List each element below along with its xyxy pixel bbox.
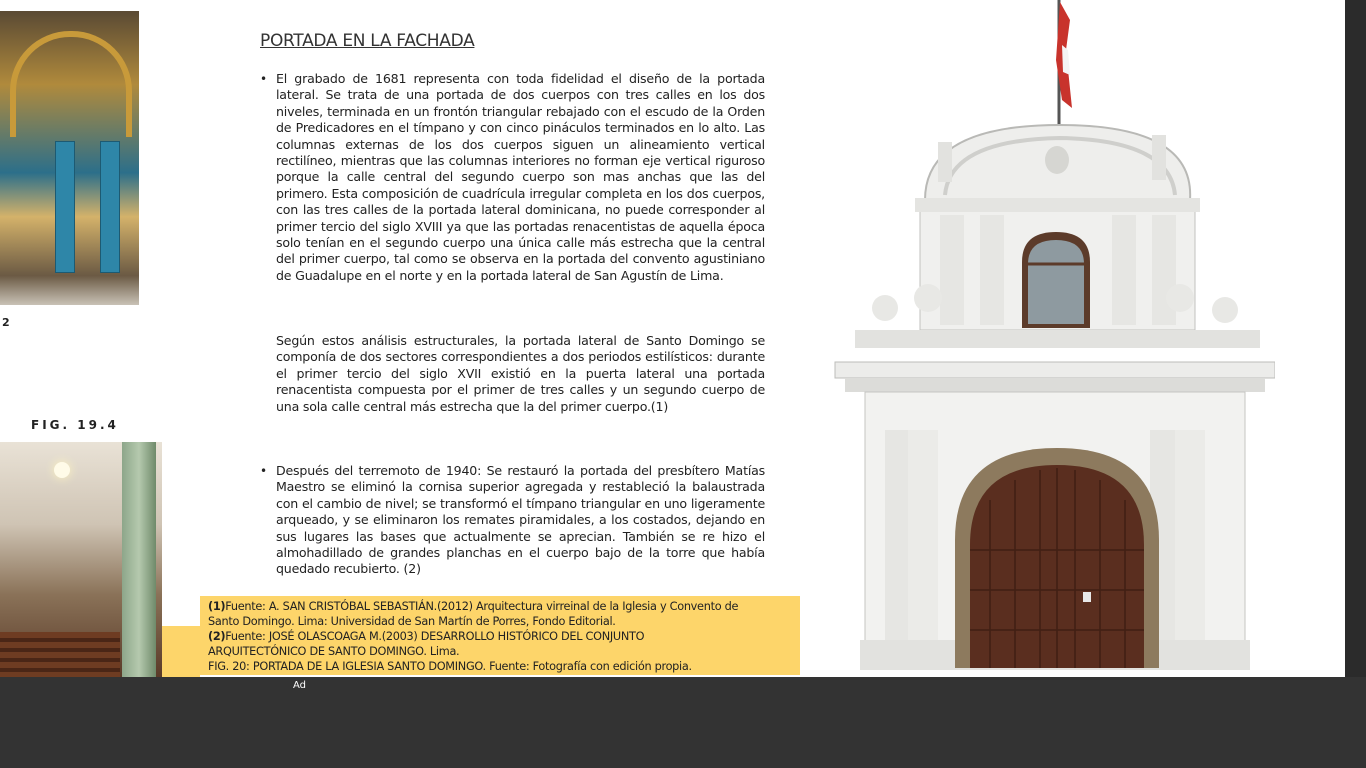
photo-column xyxy=(55,141,75,273)
footnote-2-text: Fuente: JOSÉ OLASCOAGA M.(2003) DESARROLLO HISTÓRICO DEL CONJUNTO xyxy=(225,630,645,643)
figure-20-caption: FIG. 20: PORTADA DE LA IGLESIA SANTO DOMINGO. Fuente: Fotografía con edición propia. xyxy=(208,660,692,673)
footnotes-box xyxy=(200,596,800,675)
church-interior-photo-nave xyxy=(0,442,162,677)
notes-highlight-strip xyxy=(162,626,200,677)
footnote-2-mark: (2) xyxy=(208,630,226,643)
footnote-1-text: Fuente: A. SAN CRISTÓBAL SEBASTIÁN.(2012) Arquitectura virreinal de la Iglesia y Convento de xyxy=(225,600,739,613)
vertical-scrollbar[interactable] xyxy=(1345,0,1366,677)
footnote-1-mark: (1) xyxy=(208,600,226,613)
bullet-icon: • xyxy=(260,464,268,478)
paragraph-grabado: El grabado de 1681 representa con toda fidelidad el diseño de la portada lateral. Se trata de una portada de dos cuerpos con tres calles en los dos niveles, terminada en un frontón triangular rebajado con el escudo de la Orden de Predicadores en el tímpano y con cinco pináculos terminados en lo alto. Las columnas externas de los dos cuerpos siguen un alineamiento vertical rectilíneo, mientras que las columnas interiores no forman eje vertical riguroso porque la calle central del segundo cuerpo son mas anchas que las del primero. Esta composición de cuadrícula irregular completa en los dos cuerpos, con las tres calles de la portada lateral dominicana, no puede corresponder al primer tercio del siglo XVIII ya que las portadas renacentistas de aquella época solo tenían en el segundo cuerpo una única calle más estrecha que la central del primer cuerpo, tal como se observa en la portada del convento agustiniano de Guadalupe en el norte y en la portada lateral de San Agustín de Lima. xyxy=(276,71,765,283)
footnote-2 xyxy=(208,629,644,644)
footnote-2-cont: ARQUITECTÓNICO DE SANTO DOMINGO. Lima. xyxy=(208,645,460,658)
church-portal-photo xyxy=(830,0,1275,677)
photo-arch xyxy=(10,31,132,137)
ad-label[interactable]: Ad xyxy=(293,680,307,691)
page-title: PORTADA EN LA FACHADA xyxy=(260,31,475,51)
figure-label-2: 2 xyxy=(2,316,10,329)
photo-lamp xyxy=(54,462,70,478)
photo-pews xyxy=(0,632,120,677)
paragraph-terremoto: Después del terremoto de 1940: Se restauró la portada del presbítero Matías Maestro se eliminó la cornisa superior agregada y restableció la balaustrada con el cambio de nivel; se transformó el tímpano triangular en uno ligeramente arqueado, y se eliminaron los remates piramidales, a los costados, dejando en sus lugares las bases que actualmente se aprecian. También se re hizo el almohadillado de grandes planchas en el cuerpo bajo de la torre que había quedado recubierto. (2) xyxy=(276,463,765,577)
footnote-1-cont: Santo Domingo. Lima: Universidad de San Martín de Porres, Fondo Editorial. xyxy=(208,615,616,628)
church-interior-photo-altar xyxy=(0,11,139,305)
photo-column xyxy=(100,141,120,273)
bullet-icon: • xyxy=(260,72,268,86)
photo-pillar xyxy=(122,442,156,677)
figure-label-19-4: FIG. 19.4 xyxy=(31,418,119,432)
footnote-1 xyxy=(208,599,738,614)
paragraph-analisis: Según estos análisis estructurales, la portada lateral de Santo Domingo se componía de dos sectores correspondientes a dos periodos estilísticos: durante el primer tercio del siglo XVII existió en la puerta lateral una portada renacentista compuesta por el primer de tres calles y un segundo cuerpo de una sola calle central más estrecha que la del primer cuerpo.(1) xyxy=(276,333,765,414)
